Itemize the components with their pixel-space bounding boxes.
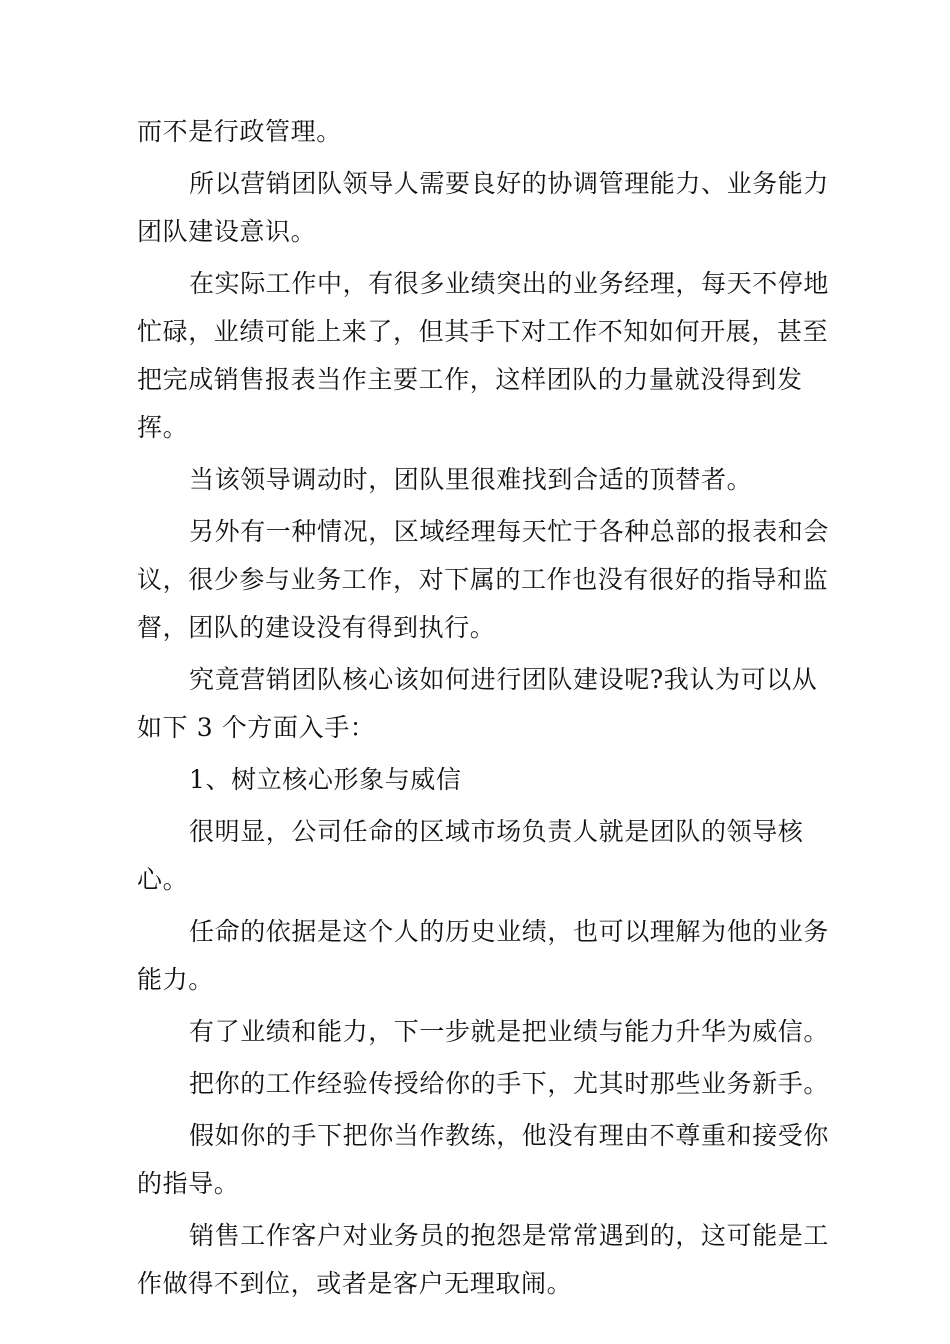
paragraph: 有了业绩和能力，下一步就是把业绩与能力升华为威信。 (189, 1017, 830, 1046)
paragraph: 所以营销团队领导人需要良好的协调管理能力、业务能力团队建设意识。 (137, 169, 830, 246)
paragraph: 任命的依据是这个人的历史业绩，也可以理解为他的业务能力。 (137, 917, 830, 994)
paragraph: 假如你的手下把你当作教练，他没有理由不尊重和接受你的指导。 (137, 1121, 830, 1198)
paragraph: 而不是行政管理。 (137, 117, 342, 146)
body-text (137, 108, 837, 1312)
section-heading: 1、树立核心形象与威信 (189, 765, 462, 794)
paragraph: 很明显，公司任命的区域市场负责人就是团队的领导核心。 (137, 817, 804, 894)
paragraph: 另外有一种情况，区域经理每天忙于各种总部的报表和会议，很少参与业务工作，对下属的工作也没有很好的指导和监督，团队的建设没有得到执行。 (137, 517, 830, 642)
paragraph: 在实际工作中，有很多业绩突出的业务经理，每天不停地忙碌，业绩可能上来了，但其手下对工作不知如何开展，甚至把完成销售报表当作主要工作，这样团队的力量就没得到发挥。 (137, 269, 830, 442)
paragraph: 销售工作客户对业务员的抱怨是常常遇到的，这可能是工作做得不到位，或者是客户无理取闹。 (137, 1221, 830, 1298)
paragraph: 把你的工作经验传授给你的手下，尤其时那些业务新手。 (189, 1069, 830, 1098)
paragraph: 究竟营销团队核心该如何进行团队建设呢?我认为可以从如下 3 个方面入手： (137, 665, 818, 742)
paragraph: 当该领导调动时，团队里很难找到合适的顶替者。 (189, 465, 753, 494)
